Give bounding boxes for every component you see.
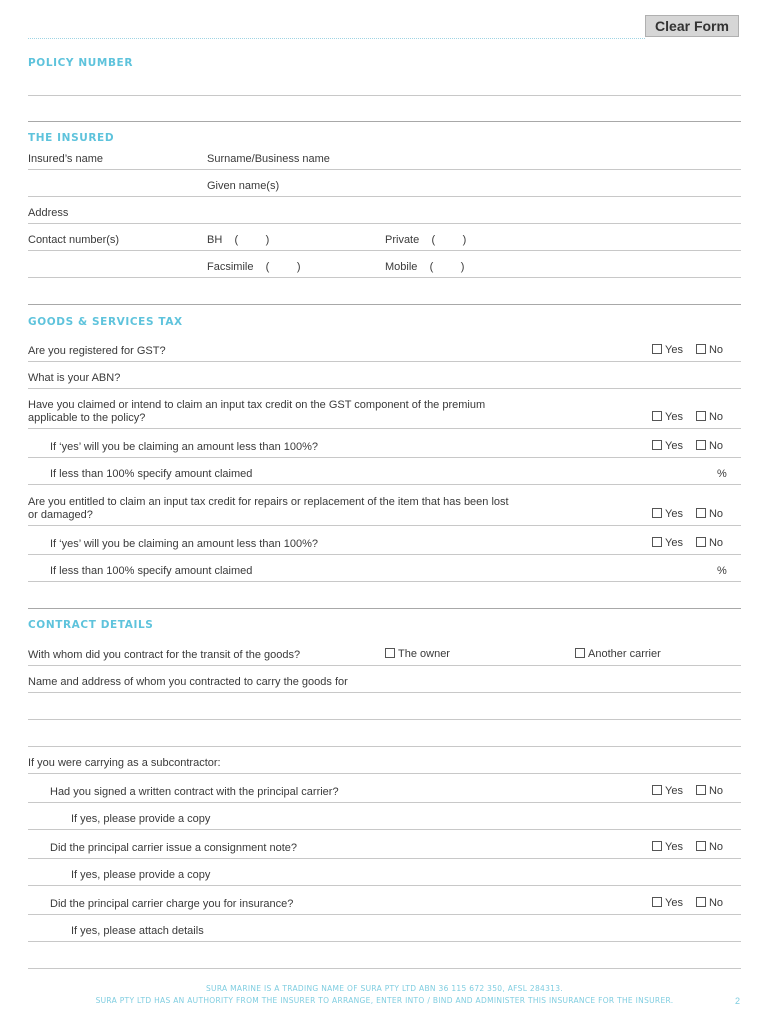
row-divider: [28, 554, 741, 555]
abn-field-line[interactable]: [28, 388, 741, 389]
gst-registered-question: Are you registered for GST?: [28, 345, 166, 357]
repairs-credit-options: Yes No: [652, 508, 723, 520]
no-checkbox[interactable]: [696, 841, 706, 851]
yes-checkbox[interactable]: [652, 344, 662, 354]
section-policy-number: POLICY NUMBER: [28, 57, 134, 69]
name-address-field-line[interactable]: [28, 746, 741, 747]
less-than-100-question-2: If ‘yes’ will you be claiming an amount less than 100%?: [50, 538, 319, 550]
section-the-insured: THE INSURED: [28, 132, 115, 144]
no-checkbox[interactable]: [696, 897, 706, 907]
repairs-credit-question-line1: Are you entitled to claim an input tax credit for repairs or replacement of the item that has been lost: [28, 496, 509, 508]
section-contract-details: CONTRACT DETAILS: [28, 619, 154, 631]
yes-checkbox[interactable]: [652, 785, 662, 795]
section-gst: GOODS & SERVICES TAX: [28, 316, 183, 328]
given-names-label: Given name(s): [207, 180, 280, 192]
bh-phone-label: BH ( ): [207, 234, 270, 246]
abn-question: What is your ABN?: [28, 372, 121, 384]
row-divider: [28, 665, 741, 666]
less-than-100-options-2: Yes No: [652, 537, 723, 549]
section-divider: [28, 121, 741, 122]
row-divider: [28, 428, 741, 429]
facsimile-label: Facsimile ( ): [207, 261, 301, 273]
private-phone-label: Private ( ): [385, 234, 467, 246]
fax-mobile-field-line[interactable]: [28, 277, 741, 278]
provide-copy-note: If yes, please provide a copy: [71, 813, 211, 825]
name-address-field-line[interactable]: [28, 719, 741, 720]
phone-field-line[interactable]: [28, 250, 741, 251]
written-contract-question: Had you signed a written contract with the principal carrier?: [50, 786, 339, 798]
address-label: Address: [28, 207, 69, 219]
yes-checkbox[interactable]: [652, 537, 662, 547]
policy-number-field-line[interactable]: [28, 95, 741, 96]
row-divider: [28, 914, 741, 915]
footer-line-2: SURA PTY LTD HAS AN AUTHORITY FROM THE INSURER TO ARRANGE, ENTER INTO / BIND AND ADMINISTER THIS INSURANCE FOR THE INSURER.: [95, 996, 674, 1005]
attach-details-note: If yes, please attach details: [71, 925, 204, 937]
no-checkbox[interactable]: [696, 440, 706, 450]
provide-copy-note-2: If yes, please provide a copy: [71, 869, 211, 881]
no-checkbox[interactable]: [696, 508, 706, 518]
surname-field-line[interactable]: [28, 169, 741, 170]
input-tax-credit-question-line2: applicable to the policy?: [28, 412, 146, 424]
top-divider: [28, 38, 645, 39]
no-checkbox[interactable]: [696, 537, 706, 547]
footer-line-1: SURA MARINE IS A TRADING NAME OF SURA PTY LTD ABN 36 115 672 350, AFSL 284313.: [205, 984, 563, 993]
less-than-100-options: Yes No: [652, 440, 723, 452]
yes-checkbox[interactable]: [652, 440, 662, 450]
yes-checkbox[interactable]: [652, 897, 662, 907]
insured-name-label: Insured’s name: [28, 153, 104, 165]
consignment-note-question: Did the principal carrier issue a consignment note?: [50, 842, 298, 854]
gst-registered-options: Yes No: [652, 344, 723, 356]
contract-with-question: With whom did you contract for the transit of the goods?: [28, 649, 301, 661]
written-contract-options: Yes No: [652, 785, 723, 797]
row-divider: [28, 361, 741, 362]
percent-sign: %: [717, 565, 727, 577]
charge-insurance-options: Yes No: [652, 897, 723, 909]
less-than-100-question: If ‘yes’ will you be claiming an amount less than 100%?: [50, 441, 319, 453]
row-divider: [28, 829, 741, 830]
subcontractor-label: If you were carrying as a subcontractor:: [28, 757, 221, 769]
row-divider: [28, 457, 741, 458]
section-divider: [28, 608, 741, 609]
clear-form-button[interactable]: Clear Form: [645, 15, 739, 37]
yes-checkbox[interactable]: [652, 841, 662, 851]
page-number: 2: [735, 996, 741, 1006]
percent-sign: %: [717, 468, 727, 480]
no-checkbox[interactable]: [696, 344, 706, 354]
amount-claimed-label: If less than 100% specify amount claimed: [50, 468, 253, 480]
yes-checkbox[interactable]: [652, 411, 662, 421]
owner-option: The owner: [385, 648, 450, 660]
amount-claimed-field-line-2[interactable]: [28, 581, 741, 582]
consignment-note-options: Yes No: [652, 841, 723, 853]
row-divider: [28, 773, 741, 774]
no-checkbox[interactable]: [696, 785, 706, 795]
another-carrier-option: Another carrier: [575, 648, 661, 660]
section-divider: [28, 304, 741, 305]
repairs-credit-question-line2: or damaged?: [28, 509, 93, 521]
footer-divider: [28, 968, 741, 969]
surname-label: Surname/Business name: [207, 153, 330, 165]
another-carrier-checkbox[interactable]: [575, 648, 585, 658]
address-field-line[interactable]: [28, 223, 741, 224]
row-divider: [28, 858, 741, 859]
given-names-field-line[interactable]: [28, 196, 741, 197]
name-address-label: Name and address of whom you contracted to carry the goods for: [28, 676, 348, 688]
amount-claimed-label-2: If less than 100% specify amount claimed: [50, 565, 253, 577]
charge-insurance-question: Did the principal carrier charge you for insurance?: [50, 898, 294, 910]
no-checkbox[interactable]: [696, 411, 706, 421]
row-divider: [28, 802, 741, 803]
owner-checkbox[interactable]: [385, 648, 395, 658]
input-tax-credit-question-line1: Have you claimed or intend to claim an input tax credit on the GST component of the premium: [28, 399, 486, 411]
row-divider: [28, 525, 741, 526]
row-divider: [28, 885, 741, 886]
name-address-field-line[interactable]: [28, 692, 741, 693]
amount-claimed-field-line[interactable]: [28, 484, 741, 485]
mobile-label: Mobile ( ): [385, 261, 465, 273]
row-divider: [28, 941, 741, 942]
input-tax-credit-options: Yes No: [652, 411, 723, 423]
contact-numbers-label: Contact number(s): [28, 234, 120, 246]
yes-checkbox[interactable]: [652, 508, 662, 518]
